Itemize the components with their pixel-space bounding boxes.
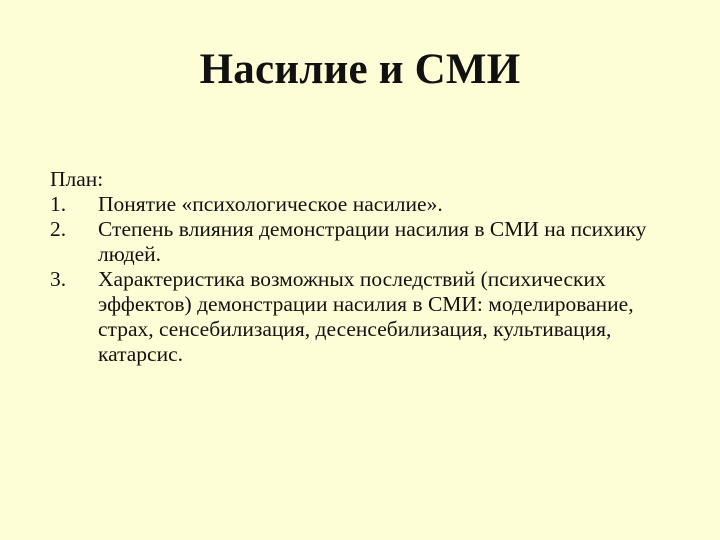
plan-list	[50, 192, 690, 367]
plan-item-text: Характеристика возможных последствий (психических эффектов) демонстрации насилия в СМИ: моделирование, страх, сенсебилизация, десенсебилизация, культивация, катарсис.	[98, 267, 634, 366]
plan-item-text: Степень влияния демонстрации насилия в СМИ на психику людей.	[98, 217, 647, 266]
slide-title: Насилие и СМИ	[199, 46, 521, 93]
plan-heading: План:	[50, 167, 104, 191]
plan-item-3	[50, 267, 690, 367]
plan-item-number: 3.	[50, 267, 67, 291]
plan-item-number: 2.	[50, 217, 67, 241]
plan-item-text: Понятие «психологическое насилие».	[98, 192, 443, 216]
plan-item-1	[50, 192, 690, 217]
plan-section	[50, 167, 690, 367]
plan-item-number: 1.	[50, 192, 67, 216]
plan-item-2	[50, 217, 690, 267]
